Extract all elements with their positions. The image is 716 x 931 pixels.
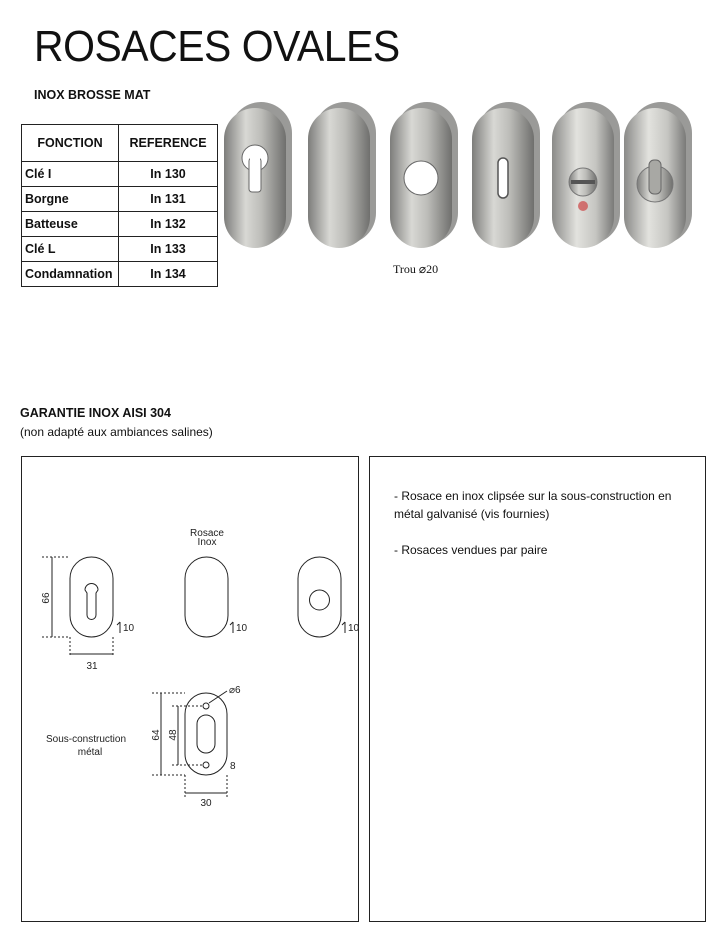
table-row: [22, 162, 218, 187]
column-header-reference: REFERENCE: [119, 125, 218, 162]
cell-reference: In 133: [119, 237, 218, 262]
rosace-cle-i-image: [224, 102, 292, 248]
note-paire: - Rosaces vendues par paire: [394, 543, 548, 557]
table-header-row: [22, 125, 218, 162]
dimension-8: 8: [230, 761, 236, 772]
cell-reference: In 130: [119, 162, 218, 187]
sous-construction-outline: [185, 693, 227, 775]
product-notes: [394, 487, 699, 577]
sous-construction-slot: [197, 715, 215, 753]
technical-drawing: [22, 457, 360, 923]
rosace-borgne-image: [308, 102, 376, 248]
cell-reference: In 134: [119, 262, 218, 287]
rosace-outline-condamnation: [298, 557, 341, 637]
rosace-batteuse-image: [390, 102, 458, 248]
table-row: [22, 187, 218, 212]
dimension-entraxe-48: 48: [168, 729, 179, 741]
dimension-thickness-10: 10: [123, 623, 135, 634]
hole-diameter-caption: Trou ⌀20: [393, 262, 439, 276]
note-clipsee: - Rosace en inox clipsée sur la sous-construction en métal galvanisé (vis fournies): [394, 489, 672, 521]
guarantee-title: GARANTIE INOX AISI 304: [20, 406, 171, 420]
page-subtitle: INOX BROSSE MAT: [34, 88, 151, 102]
thumbturn-circle-icon: [310, 590, 330, 610]
rosace-label: Rosace: [190, 528, 224, 539]
cell-fonction: Batteuse: [22, 212, 119, 237]
reference-table: [21, 124, 218, 287]
table-row: [22, 237, 218, 262]
cell-fonction: Clé L: [22, 237, 119, 262]
product-photo: [222, 100, 692, 260]
dimension-height-66: 66: [41, 592, 52, 604]
rosace-label-material: Inox: [197, 537, 217, 548]
dimension-thickness-10: 10: [348, 623, 360, 634]
cylinder-hole-icon: [85, 584, 98, 620]
table-row: [22, 212, 218, 237]
rosace-condamnation-exterieur-image: [552, 102, 620, 248]
product-notes-panel: [369, 456, 706, 922]
dimension-width-31: 31: [86, 661, 98, 672]
cell-fonction: Clé I: [22, 162, 119, 187]
page-title: ROSACES OVALES: [34, 22, 400, 71]
cell-fonction: Borgne: [22, 187, 119, 212]
cell-reference: In 131: [119, 187, 218, 212]
screw-hole-top-icon: [203, 703, 209, 709]
dimension-hole-6: ⌀6: [229, 685, 241, 696]
dimension-thickness-10: 10: [236, 623, 248, 634]
sous-construction-material: métal: [77, 747, 103, 758]
rosace-outline-borgne: [185, 557, 228, 637]
column-header-fonction: FONCTION: [22, 125, 119, 162]
cell-fonction: Condamnation: [22, 262, 119, 287]
screw-hole-bottom-icon: [203, 762, 209, 768]
cell-reference: In 132: [119, 212, 218, 237]
technical-drawing-panel: [21, 456, 359, 922]
dimension-height-64: 64: [151, 729, 162, 741]
rosace-condamnation-interieur-image: [624, 102, 692, 248]
sous-construction-label: Sous-construction: [45, 734, 127, 745]
rosace-cle-l-image: [472, 102, 540, 248]
rosace-outline-cle: [70, 557, 113, 637]
table-row: [22, 262, 218, 287]
dimension-width-30: 30: [200, 798, 212, 809]
guarantee-note: (non adapté aux ambiances salines): [20, 425, 213, 439]
